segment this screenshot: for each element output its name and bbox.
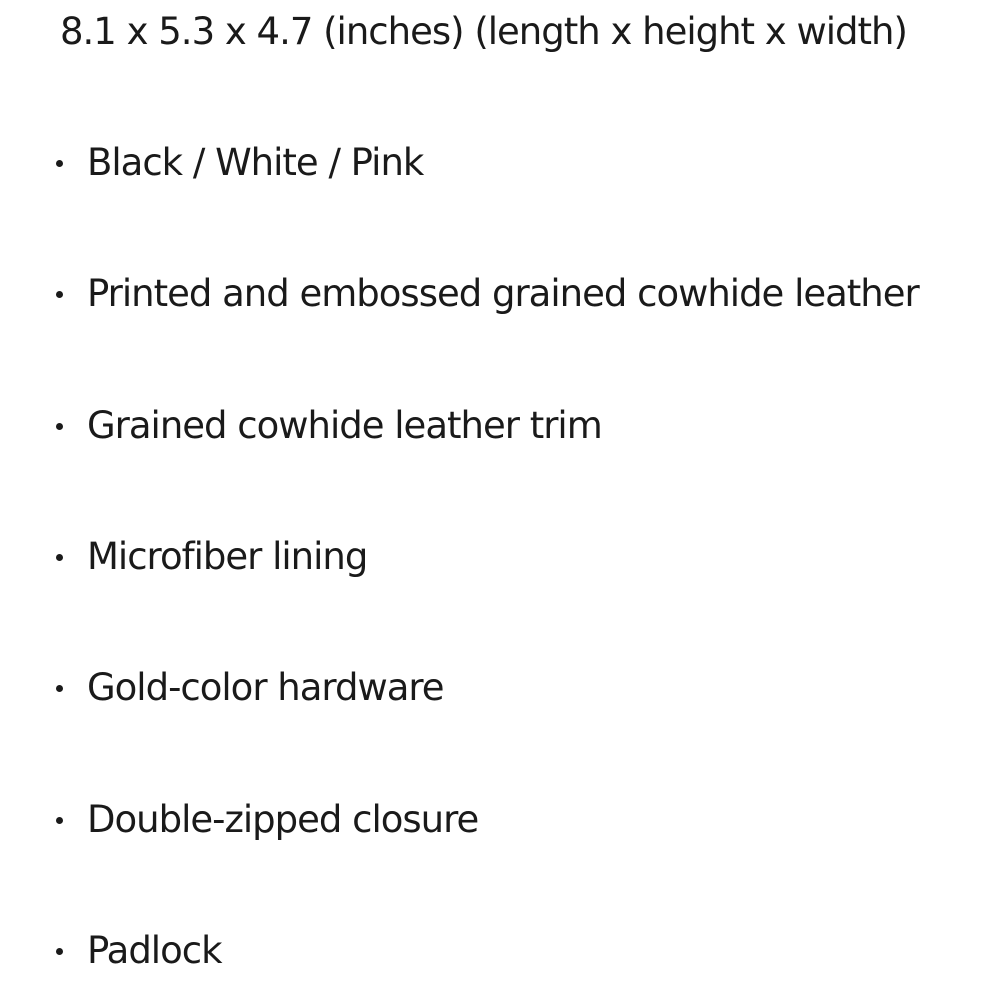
bullet-icon xyxy=(56,948,63,955)
feature-text: Grained cowhide leather trim xyxy=(87,404,602,447)
feature-text: Printed and embossed grained cowhide leather xyxy=(87,272,919,315)
list-item xyxy=(56,664,444,712)
bullet-icon xyxy=(56,423,63,430)
feature-text: Black / White / Pink xyxy=(87,141,424,184)
list-item xyxy=(56,533,367,581)
bullet-icon xyxy=(56,160,63,167)
bullet-icon xyxy=(56,685,63,692)
list-item xyxy=(56,139,423,187)
list-item xyxy=(56,796,478,844)
list-item xyxy=(56,402,602,450)
list-item xyxy=(56,927,222,975)
list-item xyxy=(56,270,919,318)
feature-text: Padlock xyxy=(87,929,222,972)
feature-text: Double-zipped closure xyxy=(87,798,479,841)
dimensions-text: 8.1 x 5.3 x 4.7 (inches) (length x height x width) xyxy=(60,10,907,53)
bullet-icon xyxy=(56,817,63,824)
feature-text: Gold-color hardware xyxy=(87,666,444,709)
feature-text: Microfiber lining xyxy=(87,535,368,578)
bullet-icon xyxy=(56,554,63,561)
bullet-icon xyxy=(56,291,63,298)
